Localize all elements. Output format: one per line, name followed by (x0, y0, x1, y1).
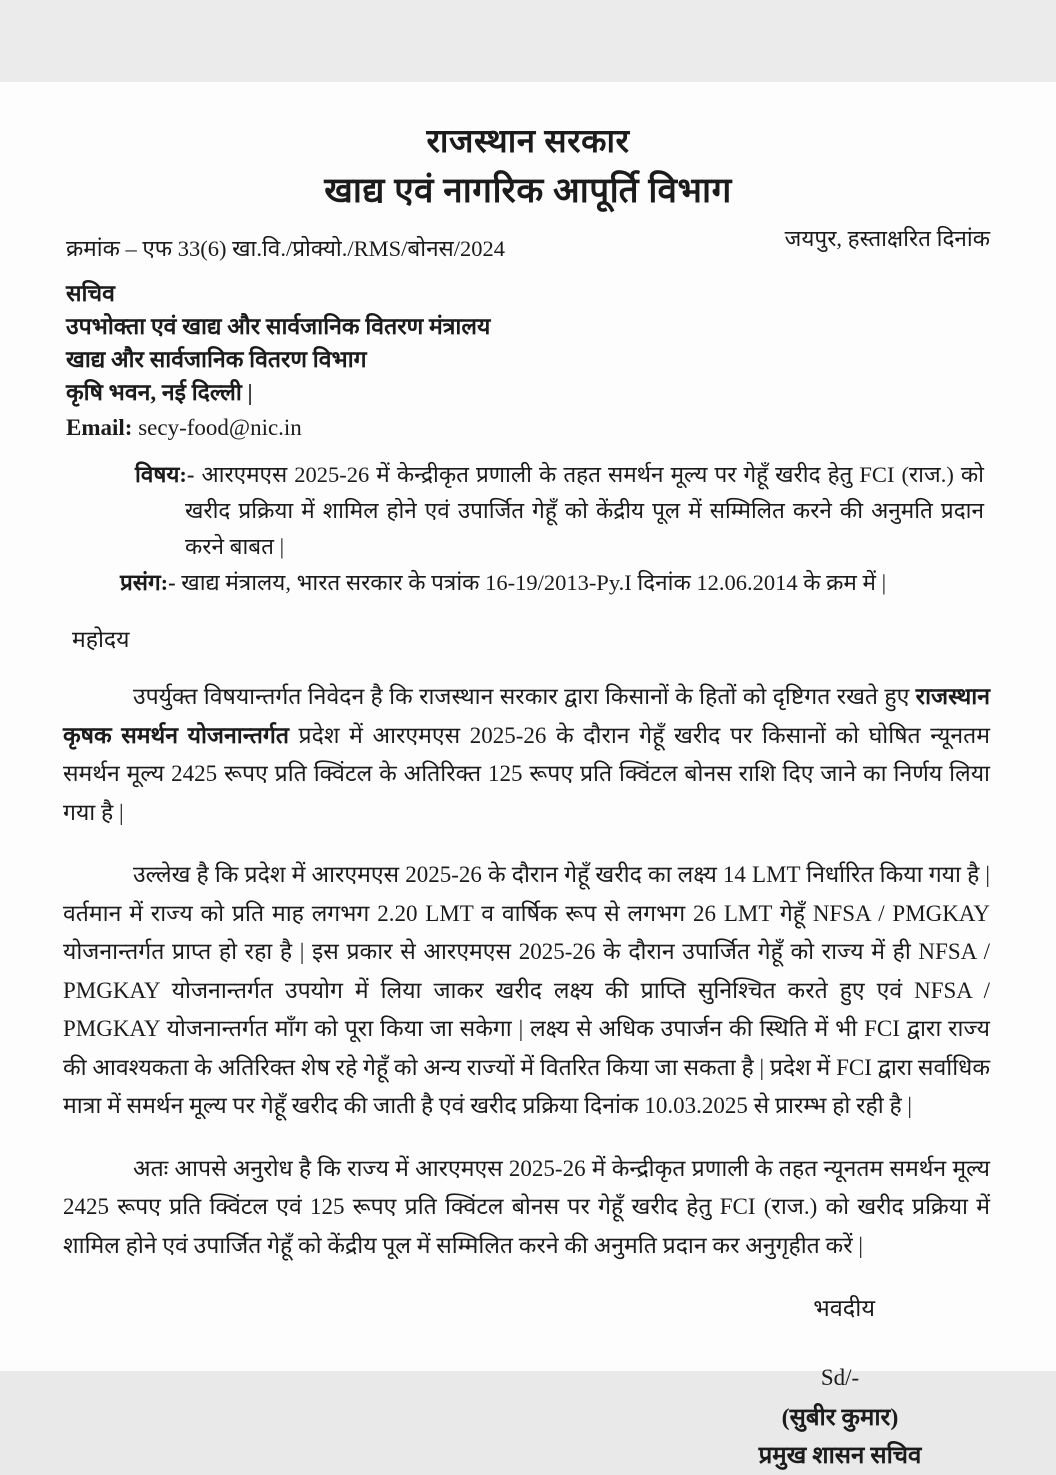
letter-sheet (0, 82, 1056, 1469)
paragraph1-text-post: प्रदेश में आरएमएस 2025-26 के दौरान गेहूँ खरीद पर किसानों को घोषित न्यूनतम समर्थन मूल्य 2425 रूपए प्रति क्विंटल के अतिरिक्त 125 रूपए प्रति क्विंटल बोनस राशि दिए जाने का निर्णय लिया गया है | (63, 722, 990, 825)
subject-label: विषय:- (135, 462, 195, 487)
recipient-line-department: खाद्य और सार्वजानिक वितरण विभाग (66, 347, 367, 372)
signatory-name: (सुबीर कुमार) (781, 1405, 899, 1431)
recipient-line-address: कृषि भवन, नई दिल्ली | (66, 380, 253, 405)
email-line (66, 413, 990, 443)
department-title: खाद्य एवं नागरिक आपूर्ति विभाग (324, 171, 732, 210)
signature-block (690, 1363, 990, 1475)
reference-block (120, 566, 990, 600)
email-label: Email: (66, 415, 133, 440)
letterhead (66, 120, 990, 218)
letter-ref-number: क्रमांक – एफ 33(6) खा.वि./प्रोक्यो./RMS/बोनस/2024 (66, 236, 506, 261)
reference-row (66, 226, 990, 263)
subject-block (135, 457, 984, 565)
recipient-line-ministry: उपभोक्ता एवं खाद्य और सार्वजानिक वितरण मंत्रालय (66, 314, 491, 339)
recipient-address (66, 277, 990, 409)
subject-text: आरएमएस 2025-26 में केन्द्रीकृत प्रणाली के तहत समर्थन मूल्य पर गेहूँ खरीद हेतु FCI (राज.) को खरीद प्रक्रिया में शामिल होने एवं उपार्जित गेहूँ को केंद्रीय पूल में सम्मिलित करने की अनुमति प्रदान करने बाबत | (185, 462, 984, 559)
body-paragraph-2: उल्लेख है कि प्रदेश में आरएमएस 2025-26 के दौरान गेहूँ खरीद का लक्ष्य 14 LMT निर्धारित किया गया है | वर्तमान में राज्य को प्रति माह लगभग 2.20 LMT व वार्षिक रूप से लगभग 26 LMT गेहूँ NFSA / PMGKAY योजनान्तर्गत प्राप्त हो रहा है | इस प्रकार से आरएमएस 2025-26 के दौरान उपार्जित गेहूँ को राज्य में ही NFSA / PMGKAY योजनान्तर्गत उपयोग में लिया जाकर खरीद लक्ष्य की प्राप्ति सुनिश्चित करते हुए एवं NFSA / PMGKAY योजनान्तर्गत माँग को पूरा किया जा सकेगा | लक्ष्य से अधिक उपार्जन की स्थिति में भी FCI द्वारा राज्य की आवश्यकता के अतिरिक्त शेष रहे गेहूँ को अन्य राज्यों में वितरित किया जा सकता है | प्रदेश में FCI द्वारा सर्वाधिक मात्रा में समर्थन मूल्य पर गेहूँ खरीद की जाती है एवं खरीद प्रक्रिया दिनांक 10.03.2025 से प्रारम्भ हो रही है | (63, 862, 990, 1118)
reference-label: प्रसंग:- (120, 570, 176, 595)
paragraph1-bold-scheme-name: राजस्थान कृषक समर्थन योजनान्तर्गत (63, 684, 990, 748)
recipient-line-designation: सचिव (66, 281, 115, 306)
scan-background-band (0, 0, 1056, 82)
reference-text: खाद्य मंत्रालय, भारत सरकार के पत्रांक 16-19/2013-Py.I दिनांक 12.06.2014 के क्रम में | (175, 570, 887, 595)
signature-sd: Sd/- (820, 1365, 860, 1390)
government-title: राजस्थान सरकार (426, 124, 630, 160)
valediction: भवदीय (813, 1296, 875, 1322)
body-paragraph-3: अतः आपसे अनुरोध है कि राज्य में आरएमएस 2025-26 में केन्द्रीकृत प्रणाली के तहत न्यूनतम समर्थन मूल्य 2425 रूपए प्रति क्विंटल एवं 125 रूपए प्रति क्विंटल बोनस पर गेहूँ खरीद हेतु FCI (राज.) को खरीद प्रक्रिया में शामिल होने एवं उपार्जित गेहूँ को केंद्रीय पूल में सम्मिलित करने की अनुमति प्रदान कर अनुगृहीत करें | (63, 1155, 990, 1258)
place-and-date: जयपुर, हस्ताक्षरित दिनांक (784, 226, 990, 251)
salutation: महोदय (72, 627, 130, 652)
email-address: secy-food@nic.in (138, 415, 302, 440)
signatory-designation: प्रमुख शासन सचिव (758, 1443, 922, 1469)
body-paragraph-1 (63, 678, 990, 832)
paragraph1-text-pre: उपर्युक्त विषयान्तर्गत निवेदन है कि राजस्थान सरकार द्वारा किसानों के हितों को दृष्टिगत रखते हुए (133, 684, 916, 709)
